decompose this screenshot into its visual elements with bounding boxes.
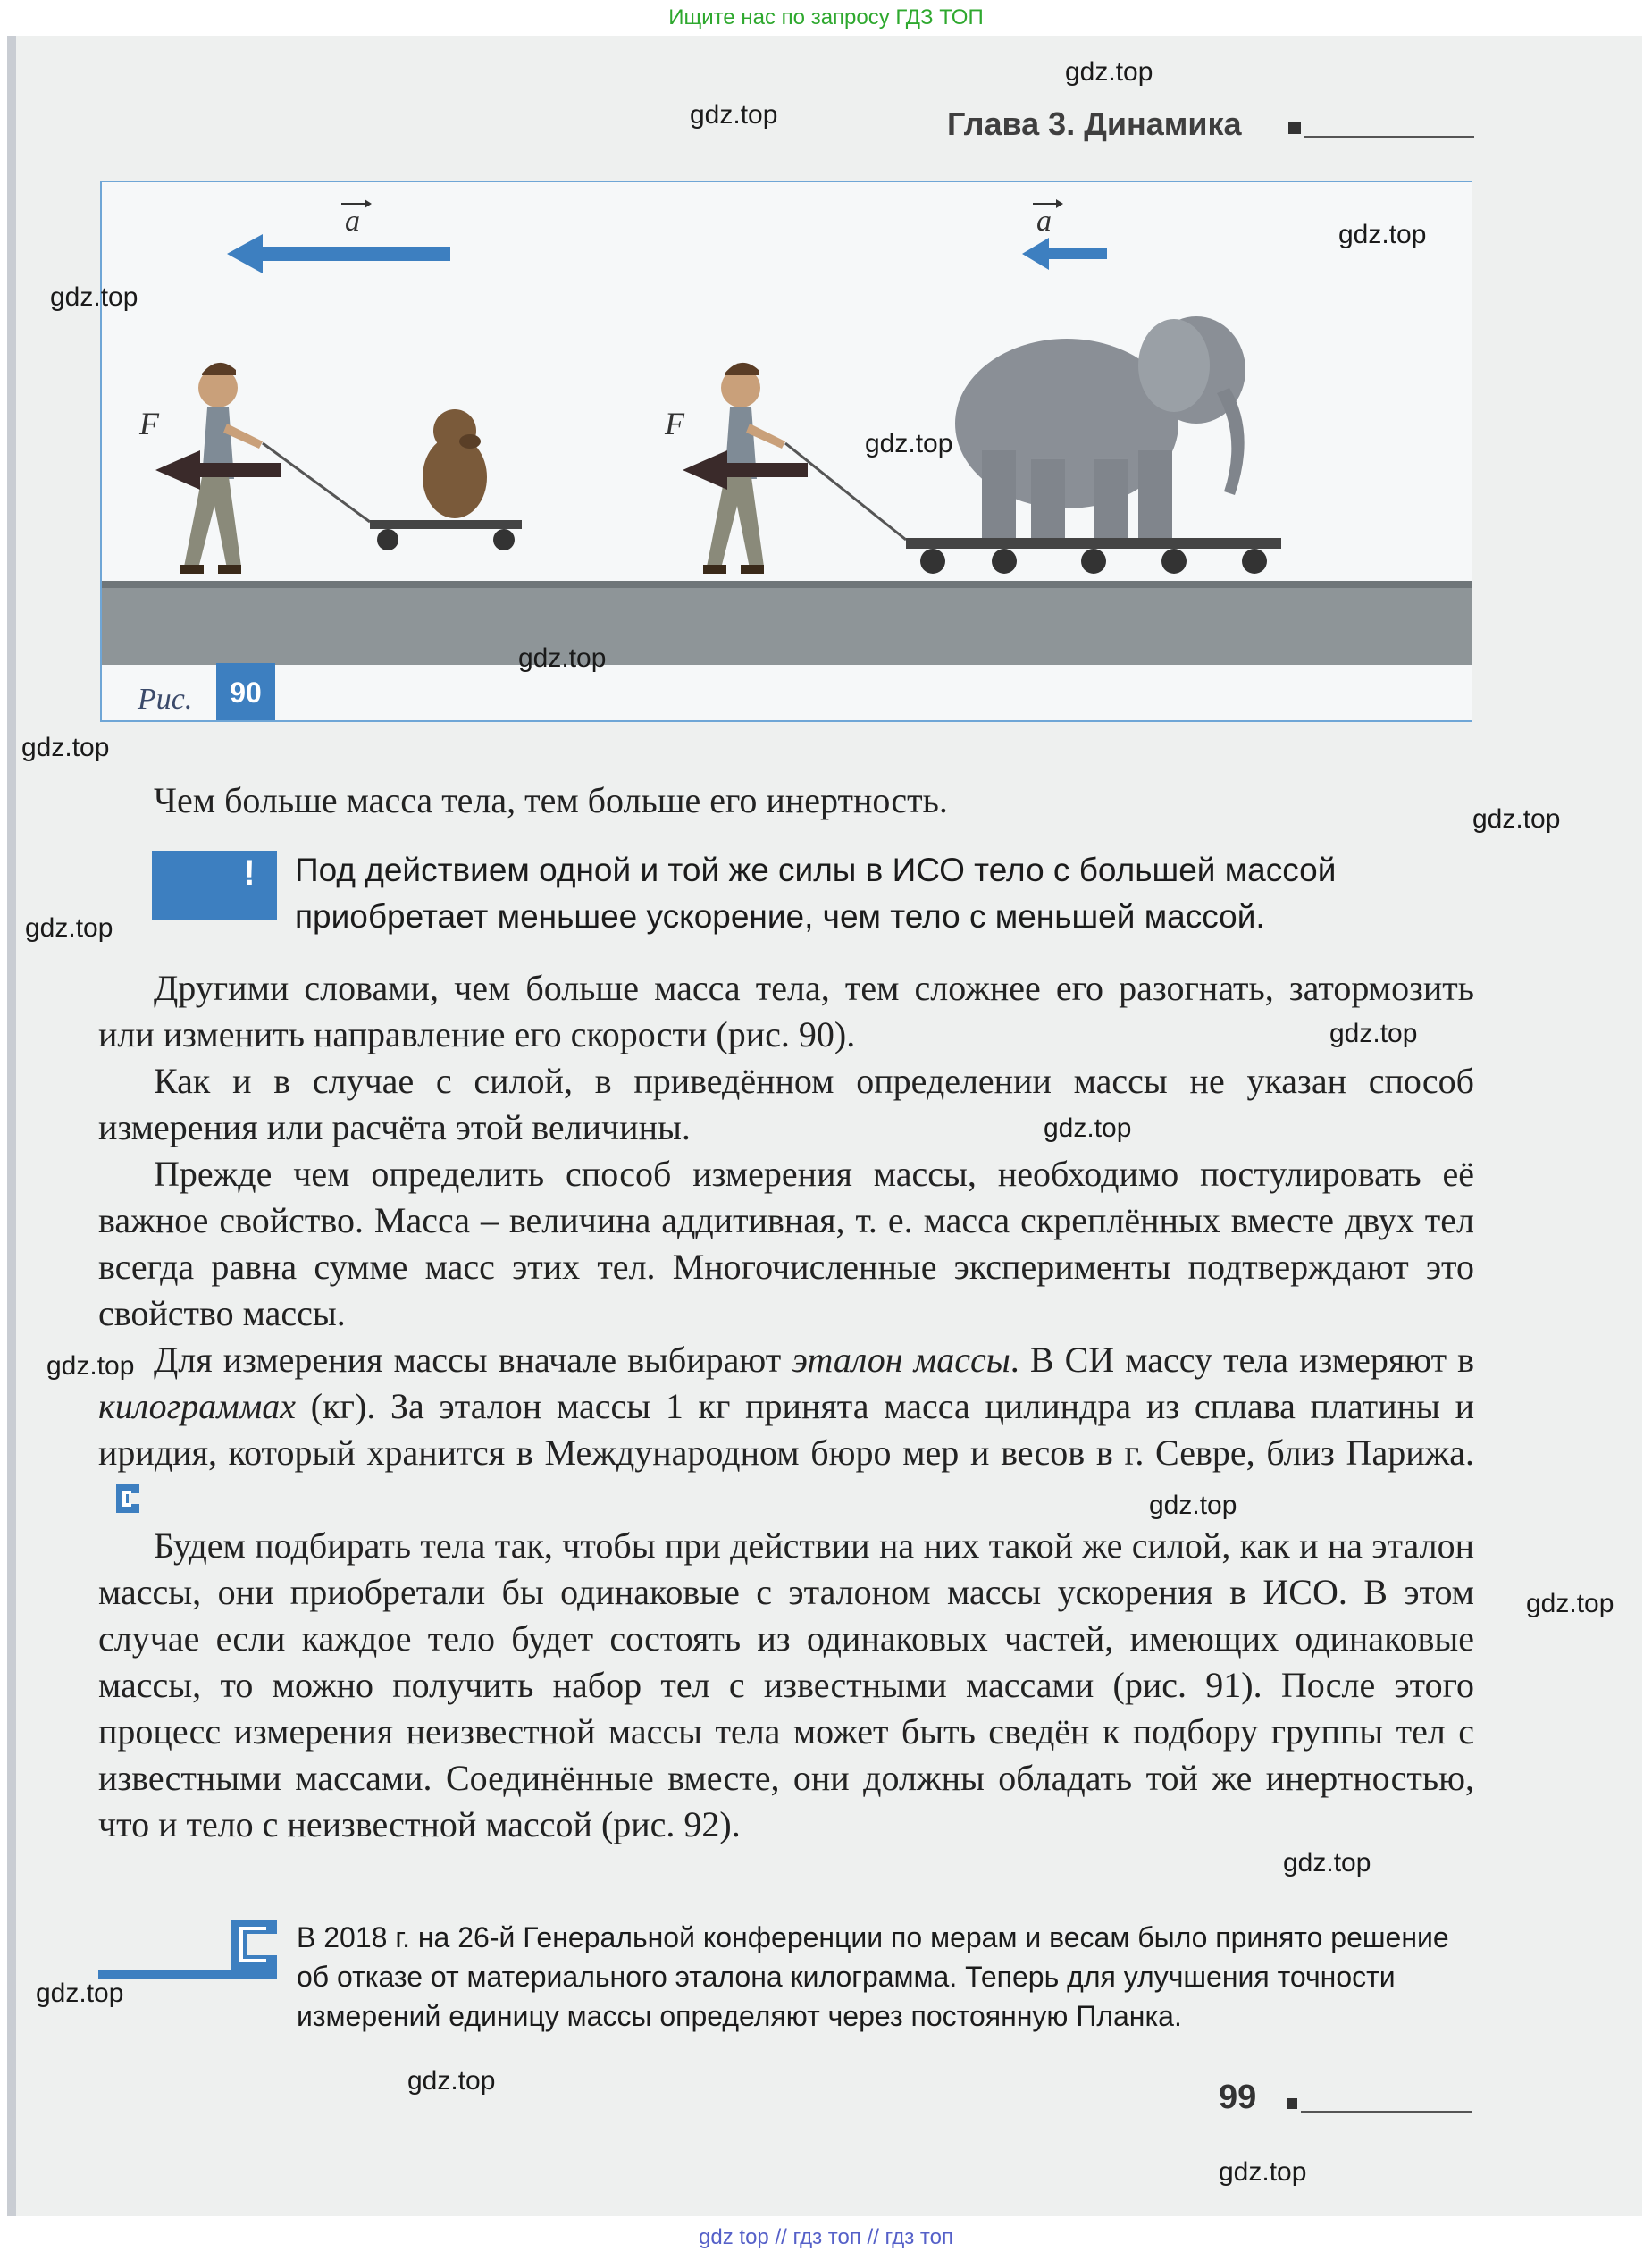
rule-statement: Под действием одной и той же силы в ИСО тело с большей массой приобретает меньшее ускорение, чем тело с меньшей массой. bbox=[295, 852, 1337, 935]
paragraph-4: Прежде чем определить способ измерения массы, необходимо постулировать её важное свойство. Масса – величина аддитивная, т. е. масса скреплённых вместе двух тел всегда равна сумме масс этих тел. Многочисленные эксперименты подтверждают это свойство массы. bbox=[98, 1154, 1474, 1333]
page-number-marker bbox=[1287, 2098, 1297, 2109]
accel-arrow-right bbox=[1022, 199, 1107, 270]
figure-90 bbox=[100, 181, 1472, 722]
page-number: 99 bbox=[1219, 2079, 1257, 2116]
note-reference-icon[interactable] bbox=[114, 1483, 141, 1515]
watermark: gdz.top bbox=[1338, 220, 1427, 249]
chapter-marker bbox=[1288, 122, 1301, 134]
watermark: gdz.top bbox=[25, 913, 113, 943]
chapter-title: Глава 3. Динамика bbox=[947, 105, 1242, 142]
watermark: gdz.top bbox=[36, 1979, 124, 2008]
watermark: gdz.top bbox=[1329, 1019, 1418, 1048]
watermark: gdz.top bbox=[518, 643, 607, 673]
watermark: gdz.top bbox=[1219, 2157, 1307, 2187]
force-label-2: F bbox=[665, 406, 684, 441]
watermark: gdz.top bbox=[1283, 1848, 1371, 1878]
rope-1 bbox=[263, 443, 370, 522]
note-text: В 2018 г. на 26-й Генеральной конференции по мерам и весам было принято решение об отказе от материального эталона килограмма. Теперь для улучшения точности измерений единицу массы определяют через постоянную Планка. bbox=[297, 1921, 1449, 2032]
exclamation-icon: ! bbox=[229, 851, 270, 895]
watermark: gdz.top bbox=[407, 2066, 496, 2096]
paragraph-5: Для измерения массы вначале выбирают эталон массы. В СИ массу тела измеряют в килограммах (кг). За эталон массы 1 кг принята масса цилиндра из сплава платины и иридия, который хранится в Международном бюро мер и весов в г. Севре, близ Парижа. bbox=[98, 1337, 1474, 1523]
watermark: gdz.top bbox=[1065, 57, 1153, 87]
chapter-rule bbox=[1304, 136, 1474, 138]
watermark: gdz.top bbox=[690, 100, 778, 130]
term-kilograms: килограммах bbox=[98, 1386, 297, 1426]
watermark: gdz.top bbox=[1472, 804, 1561, 834]
page-number-rule bbox=[1301, 2111, 1472, 2113]
watermark: gdz.top bbox=[46, 1351, 135, 1381]
dog-cart bbox=[370, 409, 522, 550]
watermark: gdz.top bbox=[1044, 1113, 1132, 1143]
note-icon bbox=[231, 1920, 277, 1970]
watermark: gdz.top bbox=[865, 429, 953, 458]
watermark: gdz.top bbox=[1149, 1491, 1237, 1520]
term-mass-standard: эталон массы bbox=[792, 1340, 1010, 1380]
force-label-1: F bbox=[139, 406, 159, 441]
accel-label-2: a bbox=[1036, 205, 1052, 238]
paragraph-6: Будем подбирать тела так, чтобы при действии на них такой же силой, как и на эталон массы, они приобретали бы одинаковые с эталоном массы ускорения в ИСО. В этом случае если каждое тело будет состоять из одинаковых частей, имеющих одинаковые массы, то можно получить набор тел с известными массами (рис. 91). После этого процесс измерения неизвестной массы тела может быть сведён к подбору группы тел с известными массами. Соединённые вместе, они должны обладать той же инертностью, что и тело с неизвестной массой (рис. 92). bbox=[98, 1525, 1474, 1844]
accel-label-1: a bbox=[345, 205, 360, 238]
figure-caption-label: Рис. bbox=[138, 683, 193, 716]
accel-arrow-left bbox=[227, 199, 450, 273]
floor bbox=[102, 584, 1472, 665]
floor-edge bbox=[102, 581, 1472, 588]
watermark: gdz.top bbox=[1526, 1589, 1614, 1618]
elephant-cart bbox=[906, 316, 1281, 574]
bottom-banner[interactable]: gdz top // гдз топ // гдз топ bbox=[699, 2225, 953, 2249]
figure-illustration bbox=[102, 182, 1472, 722]
note-bar bbox=[98, 1970, 277, 1979]
figure-caption-number: 90 bbox=[216, 663, 275, 722]
paragraph-2: Другими словами, чем больше масса тела, тем сложнее его разогнать, затормозить или изменить направление его скорости (рис. 90). bbox=[98, 968, 1474, 1054]
paragraph-3: Как и в случае с силой, в приведённом определении массы не указан способ измерения или расчёта этой величины. bbox=[98, 1061, 1474, 1147]
watermark: gdz.top bbox=[21, 733, 110, 762]
watermark: gdz.top bbox=[50, 282, 138, 312]
top-banner[interactable]: Ищите нас по запросу ГДЗ ТОП bbox=[668, 5, 984, 29]
paragraph-1: Чем больше масса тела, тем больше его инертность. bbox=[154, 780, 948, 820]
